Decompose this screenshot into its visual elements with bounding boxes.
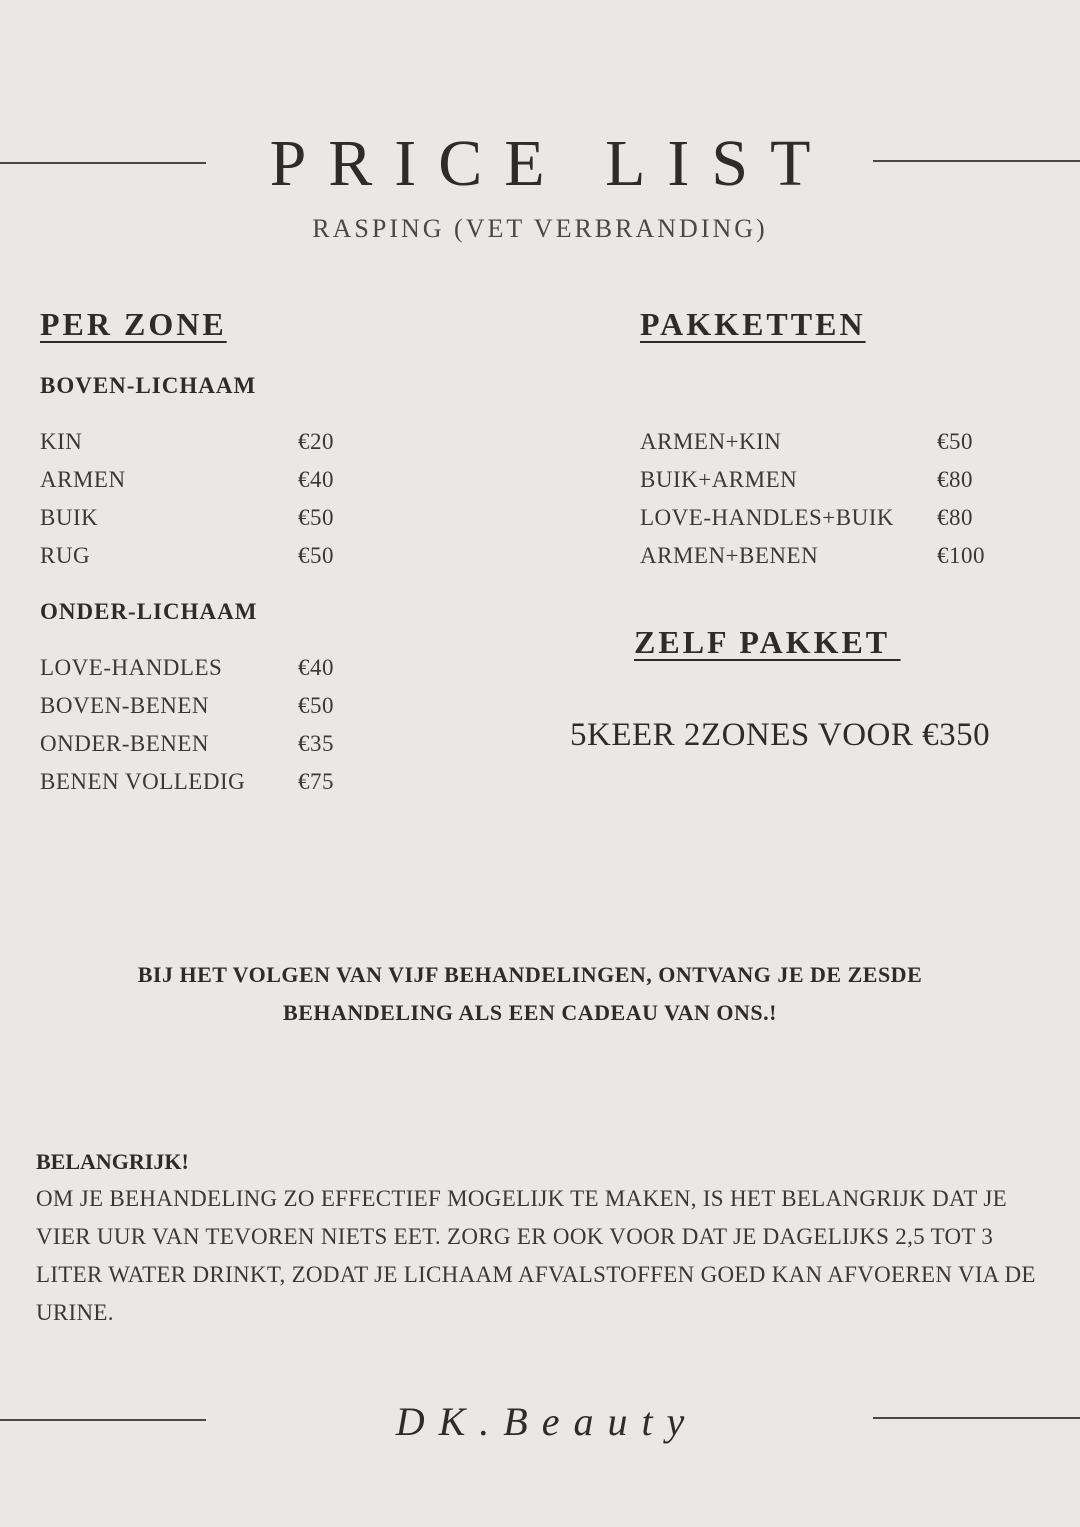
treatment-name: KIN <box>40 429 83 454</box>
zelf-pakket-offer: 5KEER 2ZONES VOOR €350 <box>570 717 991 753</box>
package-price: €100 <box>937 543 985 568</box>
important-title: BELANGRIJK! <box>36 1149 189 1174</box>
treatment-price: €40 <box>298 655 334 680</box>
price-row <box>40 654 370 692</box>
price-row <box>640 542 1040 580</box>
package-name: BUIK+ARMEN <box>640 467 798 492</box>
lower-body-label: ONDER-LICHAAM <box>40 599 258 624</box>
package-price: €50 <box>937 429 973 454</box>
upper-body-label: BOVEN-LICHAAM <box>40 373 257 398</box>
price-row <box>40 466 370 504</box>
treatment-name: BENEN VOLLEDIG <box>40 769 246 794</box>
package-price: €80 <box>937 505 973 530</box>
treatment-name: RUG <box>40 543 91 568</box>
price-row <box>40 692 370 730</box>
package-name: ARMEN+KIN <box>640 429 782 454</box>
treatment-price: €75 <box>298 769 334 794</box>
treatment-name: ARMEN <box>40 467 126 492</box>
treatment-name: ONDER-BENEN <box>40 731 210 756</box>
treatment-name: BUIK <box>40 505 99 530</box>
per-zone-heading: PER ZONE <box>40 306 227 342</box>
treatment-name: LOVE-HANDLES <box>40 655 223 680</box>
loyalty-promo <box>60 956 1000 1032</box>
brand-name: DK.Beauty <box>395 1399 699 1444</box>
price-row <box>40 428 370 466</box>
pakketten-price-list <box>640 428 1040 580</box>
promo-line-2: BEHANDELING ALS EEN CADEAU VAN ONS.! <box>283 1000 777 1025</box>
price-row <box>40 504 370 542</box>
treatment-price: €40 <box>298 467 334 492</box>
price-row <box>40 730 370 768</box>
price-row <box>40 542 370 580</box>
zelf-pakket-heading: ZELF PAKKET <box>634 624 901 660</box>
price-row <box>640 466 1040 504</box>
package-price: €80 <box>937 467 973 492</box>
price-row <box>640 428 1040 466</box>
price-row <box>640 504 1040 542</box>
treatment-name: BOVEN-BENEN <box>40 693 210 718</box>
package-name: LOVE-HANDLES+BUIK <box>640 505 894 530</box>
important-body: OM JE BEHANDELING ZO EFFECTIEF MOGELIJK TE MAKEN, IS HET BELANGRIJK DAT JE VIER UUR VAN TEVOREN NIETS EET. ZORG ER OOK VOOR DAT JE DAGELIJKS 2,5 TOT 3 LITER WATER DRINKT, ZODAT JE LICHAAM AFVALSTOFFEN GOED KAN AFVOEREN VIA DE URINE. <box>36 1186 1036 1325</box>
promo-line-1: BIJ HET VOLGEN VAN VIJF BEHANDELINGEN, ONTVANG JE DE ZESDE <box>137 962 923 987</box>
upper-body-price-list <box>40 428 370 580</box>
price-row <box>40 768 370 806</box>
pakketten-heading: PAKKETTEN <box>640 306 866 342</box>
treatment-price: €50 <box>298 505 334 530</box>
page-title: PRICE LIST <box>269 127 833 200</box>
treatment-price: €20 <box>298 429 334 454</box>
page-subtitle: RASPING (VET VERBRANDING) <box>312 214 768 243</box>
package-name: ARMEN+BENEN <box>640 543 819 568</box>
lower-body-price-list <box>40 654 370 806</box>
treatment-price: €50 <box>298 543 334 568</box>
treatment-price: €35 <box>298 731 334 756</box>
treatment-price: €50 <box>298 693 334 718</box>
